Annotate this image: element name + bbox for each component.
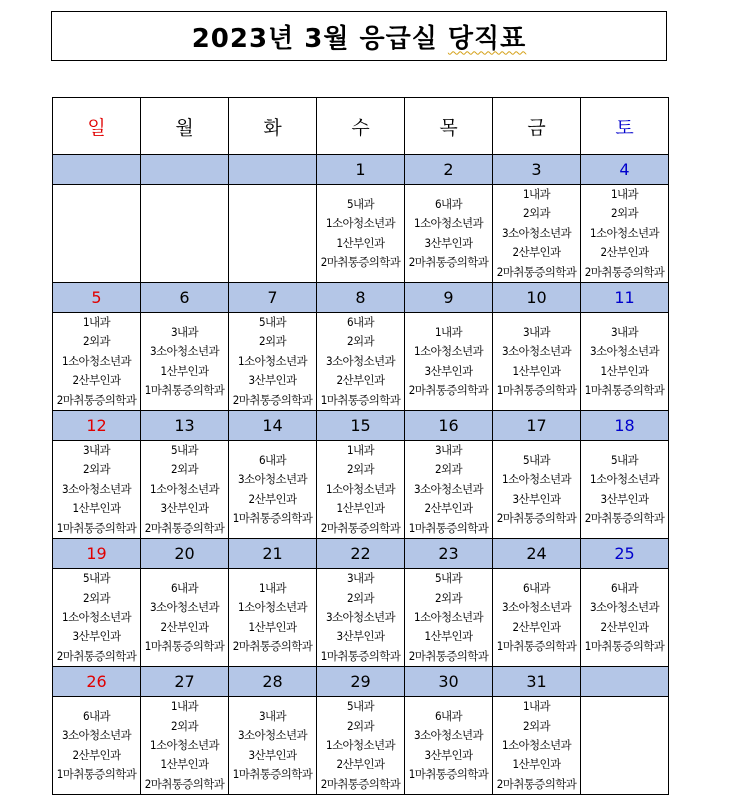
duty-entry: 1산부인과 xyxy=(512,363,561,378)
duty-cell xyxy=(317,313,405,411)
duty-entry: 6내과 xyxy=(523,580,550,595)
duty-cell xyxy=(493,697,581,795)
duty-entry: 2마취통증의학과 xyxy=(144,520,225,535)
duty-entry: 2산부인과 xyxy=(600,619,649,634)
duty-entry: 1소아청소년과 xyxy=(149,481,220,496)
date-cell: 23 xyxy=(405,539,493,569)
duty-entry: 6내과 xyxy=(347,315,374,330)
date-cell xyxy=(229,155,317,185)
duty-entry: 1내과 xyxy=(611,187,638,201)
duty-entry: 1산부인과 xyxy=(160,757,209,772)
duty-entry: 3소아청소년과 xyxy=(589,600,660,615)
duty-entry: 1소아청소년과 xyxy=(501,472,572,487)
duty-entry: 3내과 xyxy=(347,571,374,586)
duty-entry: 1내과 xyxy=(83,315,110,330)
duty-entry: 3내과 xyxy=(259,708,286,723)
date-cell: 5 xyxy=(53,283,141,313)
duty-entry: 3산부인과 xyxy=(336,629,385,644)
duty-entry: 6내과 xyxy=(171,580,198,595)
duty-entry: 2외과 xyxy=(347,462,374,477)
duty-entry: 1마취통증의학과 xyxy=(408,520,489,535)
date-cell: 25 xyxy=(581,539,669,569)
duty-entry: 3소아청소년과 xyxy=(501,344,572,359)
duty-entry: 1산부인과 xyxy=(600,363,649,378)
duty-cell xyxy=(53,697,141,795)
duty-entry: 2마취통증의학과 xyxy=(56,648,137,663)
duty-entry: 1소아청소년과 xyxy=(325,737,396,752)
duty-entry: 1산부인과 xyxy=(72,501,121,516)
duty-entry: 1마취통증의학과 xyxy=(56,767,137,782)
duty-entry: 2마취통증의학과 xyxy=(584,510,665,525)
duty-entry: 2산부인과 xyxy=(424,501,473,516)
duty-entry: 1산부인과 xyxy=(424,629,473,644)
duty-cell xyxy=(493,569,581,667)
duty-entry: 6내과 xyxy=(259,452,286,467)
date-cell: 31 xyxy=(493,667,581,697)
duty-entry: 2마취통증의학과 xyxy=(496,264,577,279)
duty-entry: 2마취통증의학과 xyxy=(144,776,225,791)
duty-entry: 1소아청소년과 xyxy=(413,609,484,624)
duty-entry: 1소아청소년과 xyxy=(413,216,484,231)
date-cell: 29 xyxy=(317,667,405,697)
duty-entry: 1소아청소년과 xyxy=(61,353,132,368)
duty-entry: 2마취통증의학과 xyxy=(408,648,489,663)
duty-entry: 1소아청소년과 xyxy=(325,216,396,231)
duty-entry: 3내과 xyxy=(523,324,550,339)
duty-entry: 2외과 xyxy=(347,334,374,349)
duty-entry: 3소아청소년과 xyxy=(413,481,484,496)
duty-row xyxy=(53,441,669,539)
date-cell: 7 xyxy=(229,283,317,313)
duty-entry: 1마취통증의학과 xyxy=(584,639,665,654)
duty-entry: 1소아청소년과 xyxy=(589,472,660,487)
duty-entry: 2마취통증의학과 xyxy=(232,392,313,407)
duty-entry: 3산부인과 xyxy=(424,363,473,378)
duty-entry: 2산부인과 xyxy=(600,245,649,260)
duty-entry: 1내과 xyxy=(259,580,286,595)
date-cell xyxy=(581,667,669,697)
duty-entry: 2외과 xyxy=(83,334,110,349)
duty-entry: 2산부인과 xyxy=(336,757,385,772)
date-cell: 3 xyxy=(493,155,581,185)
duty-entry: 2외과 xyxy=(347,590,374,605)
duty-entry: 2산부인과 xyxy=(72,747,121,762)
duty-entry: 5내과 xyxy=(171,443,198,458)
duty-cell xyxy=(581,697,669,795)
duty-cell xyxy=(53,185,141,283)
date-cell: 15 xyxy=(317,411,405,441)
date-cell xyxy=(53,155,141,185)
duty-entry: 1산부인과 xyxy=(336,501,385,516)
date-cell: 2 xyxy=(405,155,493,185)
duty-entry: 5내과 xyxy=(347,196,374,211)
weekday-sun: 일 xyxy=(53,98,141,155)
duty-entry: 3산부인과 xyxy=(248,373,297,388)
duty-entry: 2산부인과 xyxy=(248,491,297,506)
duty-entry: 1소아청소년과 xyxy=(325,481,396,496)
duty-entry: 2외과 xyxy=(171,718,198,733)
duty-entry: 1마취통증의학과 xyxy=(144,382,225,397)
date-cell: 18 xyxy=(581,411,669,441)
duty-entry: 5내과 xyxy=(435,571,462,586)
duty-cell xyxy=(141,185,229,283)
duty-entry: 2외과 xyxy=(523,718,550,733)
duty-entry: 1마취통증의학과 xyxy=(56,520,137,535)
title-box xyxy=(51,11,667,61)
duty-row xyxy=(53,569,669,667)
weekday-thu: 목 xyxy=(405,98,493,155)
duty-cell xyxy=(229,569,317,667)
duty-entry: 1소아청소년과 xyxy=(149,737,220,752)
weekday-header-row xyxy=(53,98,669,155)
duty-entry: 3산부인과 xyxy=(600,491,649,506)
duty-entry: 6내과 xyxy=(435,708,462,723)
duty-entry: 2외과 xyxy=(435,462,462,477)
duty-entry: 2외과 xyxy=(347,718,374,733)
duty-entry: 2마취통증의학과 xyxy=(584,264,665,279)
duty-entry: 2마취통증의학과 xyxy=(232,639,313,654)
duty-entry: 3내과 xyxy=(83,443,110,458)
duty-entry: 2마취통증의학과 xyxy=(496,510,577,525)
duty-cell xyxy=(317,441,405,539)
duty-entry: 1내과 xyxy=(347,443,374,458)
date-cell: 16 xyxy=(405,411,493,441)
duty-entry: 2산부인과 xyxy=(512,245,561,260)
duty-entry: 6내과 xyxy=(611,580,638,595)
duty-entry: 2외과 xyxy=(523,206,550,221)
duty-entry: 3소아청소년과 xyxy=(589,344,660,359)
duty-entry: 5내과 xyxy=(523,452,550,467)
duty-entry: 1내과 xyxy=(523,187,550,201)
duty-entry: 6내과 xyxy=(83,708,110,723)
duty-calendar xyxy=(52,97,669,795)
duty-cell xyxy=(317,185,405,283)
duty-entry: 2산부인과 xyxy=(336,373,385,388)
duty-cell xyxy=(581,569,669,667)
date-cell: 11 xyxy=(581,283,669,313)
duty-entry: 3산부인과 xyxy=(424,235,473,250)
weekday-wed: 수 xyxy=(317,98,405,155)
date-cell: 4 xyxy=(581,155,669,185)
date-cell xyxy=(141,155,229,185)
date-cell: 27 xyxy=(141,667,229,697)
date-row xyxy=(53,539,669,569)
date-row xyxy=(53,283,669,313)
date-cell: 12 xyxy=(53,411,141,441)
duty-entry: 3소아청소년과 xyxy=(325,609,396,624)
duty-entry: 3산부인과 xyxy=(512,491,561,506)
duty-cell xyxy=(493,313,581,411)
duty-entry: 3내과 xyxy=(611,324,638,339)
duty-cell xyxy=(405,569,493,667)
duty-entry: 3산부인과 xyxy=(424,747,473,762)
duty-row xyxy=(53,313,669,411)
duty-entry: 3산부인과 xyxy=(72,629,121,644)
duty-entry: 3소아청소년과 xyxy=(61,728,132,743)
duty-cell xyxy=(405,313,493,411)
duty-entry: 3소아청소년과 xyxy=(149,600,220,615)
weekday-fri: 금 xyxy=(493,98,581,155)
date-cell: 28 xyxy=(229,667,317,697)
duty-entry: 1산부인과 xyxy=(336,235,385,250)
duty-entry: 5내과 xyxy=(259,315,286,330)
date-cell: 26 xyxy=(53,667,141,697)
duty-entry: 2산부인과 xyxy=(72,373,121,388)
duty-cell xyxy=(229,441,317,539)
duty-entry: 3소아청소년과 xyxy=(237,728,308,743)
duty-cell xyxy=(405,185,493,283)
weekday-mon: 월 xyxy=(141,98,229,155)
date-cell: 8 xyxy=(317,283,405,313)
duty-row xyxy=(53,185,669,283)
duty-entry: 3내과 xyxy=(171,324,198,339)
duty-cell xyxy=(53,569,141,667)
duty-entry: 1산부인과 xyxy=(512,757,561,772)
duty-cell xyxy=(493,441,581,539)
duty-entry: 3소아청소년과 xyxy=(61,481,132,496)
date-cell: 13 xyxy=(141,411,229,441)
date-cell: 22 xyxy=(317,539,405,569)
duty-entry: 3소아청소년과 xyxy=(501,225,572,240)
duty-entry: 1마취통증의학과 xyxy=(496,382,577,397)
duty-entry: 1산부인과 xyxy=(160,363,209,378)
duty-entry: 2마취통증의학과 xyxy=(408,254,489,269)
duty-entry: 2마취통증의학과 xyxy=(320,254,401,269)
duty-entry: 3소아청소년과 xyxy=(149,344,220,359)
duty-cell xyxy=(141,569,229,667)
date-cell: 21 xyxy=(229,539,317,569)
duty-cell xyxy=(229,313,317,411)
title-suffix: 당직표 xyxy=(447,23,527,54)
duty-entry: 1마취통증의학과 xyxy=(232,510,313,525)
duty-entry: 2외과 xyxy=(83,590,110,605)
duty-entry: 1마취통증의학과 xyxy=(408,767,489,782)
date-cell: 19 xyxy=(53,539,141,569)
duty-entry: 5내과 xyxy=(611,452,638,467)
duty-entry: 2외과 xyxy=(171,462,198,477)
date-cell: 10 xyxy=(493,283,581,313)
duty-entry: 1소아청소년과 xyxy=(237,353,308,368)
duty-entry: 3내과 xyxy=(435,443,462,458)
duty-cell xyxy=(581,185,669,283)
title-prefix: 2023년 3월 응급실 xyxy=(191,23,448,54)
duty-entry: 1마취통증의학과 xyxy=(320,392,401,407)
date-cell: 17 xyxy=(493,411,581,441)
duty-cell xyxy=(53,441,141,539)
duty-entry: 2마취통증의학과 xyxy=(496,776,577,791)
duty-cell xyxy=(141,313,229,411)
duty-entry: 3소아청소년과 xyxy=(237,472,308,487)
duty-entry: 1마취통증의학과 xyxy=(584,382,665,397)
duty-entry: 6내과 xyxy=(435,196,462,211)
duty-row xyxy=(53,697,669,795)
duty-cell xyxy=(141,441,229,539)
duty-entry: 2마취통증의학과 xyxy=(408,382,489,397)
duty-entry: 3산부인과 xyxy=(248,747,297,762)
date-cell: 20 xyxy=(141,539,229,569)
duty-entry: 1내과 xyxy=(171,699,198,714)
date-cell: 6 xyxy=(141,283,229,313)
duty-entry: 1소아청소년과 xyxy=(61,609,132,624)
date-row xyxy=(53,155,669,185)
duty-entry: 2마취통증의학과 xyxy=(320,776,401,791)
duty-cell xyxy=(493,185,581,283)
duty-cell xyxy=(581,441,669,539)
duty-entry: 2산부인과 xyxy=(512,619,561,634)
duty-entry: 2외과 xyxy=(83,462,110,477)
duty-entry: 1마취통증의학과 xyxy=(144,639,225,654)
duty-entry: 1소아청소년과 xyxy=(237,600,308,615)
duty-cell xyxy=(229,697,317,795)
duty-cell xyxy=(317,569,405,667)
duty-cell xyxy=(405,697,493,795)
duty-entry: 5내과 xyxy=(347,699,374,714)
duty-cell xyxy=(405,441,493,539)
page-title xyxy=(192,18,527,55)
date-cell: 24 xyxy=(493,539,581,569)
duty-entry: 1내과 xyxy=(523,699,550,714)
date-cell: 14 xyxy=(229,411,317,441)
duty-cell xyxy=(141,697,229,795)
duty-entry: 1산부인과 xyxy=(248,619,297,634)
weekday-sat: 토 xyxy=(581,98,669,155)
date-row xyxy=(53,667,669,697)
duty-entry: 2외과 xyxy=(259,334,286,349)
date-cell: 30 xyxy=(405,667,493,697)
duty-cell xyxy=(229,185,317,283)
duty-entry: 1소아청소년과 xyxy=(413,344,484,359)
duty-cell xyxy=(53,313,141,411)
date-row xyxy=(53,411,669,441)
duty-entry: 5내과 xyxy=(83,571,110,586)
duty-entry: 1마취통증의학과 xyxy=(320,648,401,663)
duty-entry: 2외과 xyxy=(611,206,638,221)
duty-entry: 2마취통증의학과 xyxy=(56,392,137,407)
duty-entry: 3소아청소년과 xyxy=(413,728,484,743)
duty-entry: 1소아청소년과 xyxy=(501,737,572,752)
date-cell: 1 xyxy=(317,155,405,185)
date-cell: 9 xyxy=(405,283,493,313)
duty-entry: 2마취통증의학과 xyxy=(320,520,401,535)
duty-cell xyxy=(317,697,405,795)
duty-entry: 3소아청소년과 xyxy=(325,353,396,368)
duty-entry: 3소아청소년과 xyxy=(501,600,572,615)
duty-cell xyxy=(581,313,669,411)
duty-entry: 1소아청소년과 xyxy=(589,225,660,240)
duty-entry: 2외과 xyxy=(435,590,462,605)
duty-entry: 2산부인과 xyxy=(160,619,209,634)
duty-entry: 3산부인과 xyxy=(160,501,209,516)
duty-entry: 1마취통증의학과 xyxy=(232,767,313,782)
weekday-tue: 화 xyxy=(229,98,317,155)
duty-entry: 1내과 xyxy=(435,324,462,339)
duty-entry: 1마취통증의학과 xyxy=(496,639,577,654)
